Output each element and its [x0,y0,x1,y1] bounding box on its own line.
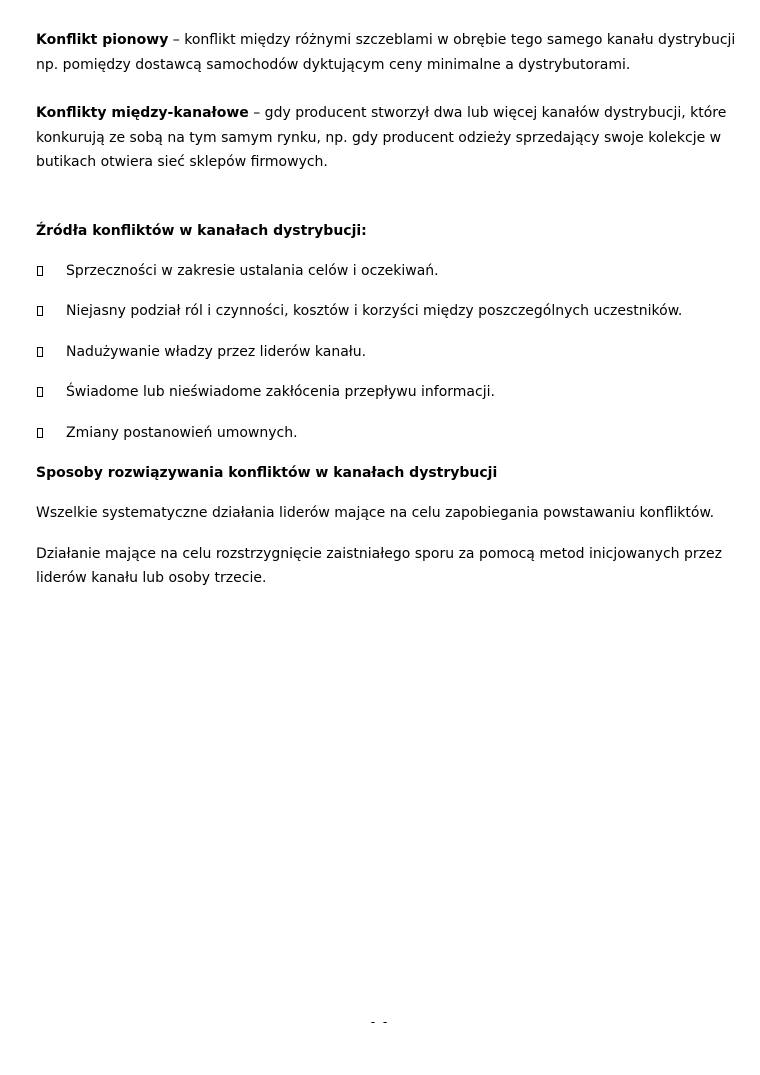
paragraph-interchannel-conflict [36,101,736,175]
list-item [36,299,736,323]
list-item [36,340,736,364]
resolution-paragraph-settlement: Działanie mające na celu rozstrzygnięcie zaistniałego sporu za pomocą metod inicjowanych przez liderów kanału lub osoby trzecie. [36,545,722,586]
bullet-icon [37,347,43,357]
sources-list [36,259,736,445]
term-interchannel-conflict: Konflikty między-kanałowe [36,105,249,121]
resolution-heading: Sposoby rozwiązywania konfliktów w kanałach dystrybucji [36,465,498,481]
bullet-icon [37,387,43,397]
bullet-icon [37,266,43,276]
list-item [36,421,736,445]
definition-interchannel-conflict: – gdy producent stworzył dwa lub więcej kanałów dystrybucji, które konkurują ze sobą na tym samym rynku, np. gdy producent odzieży sprzedający swoje kolekcje w butikach otwiera sieć sklepów firmowych. [36,105,727,170]
resolution-paragraph-prevention: Wszelkie systematyczne działania liderów mające na celu zapobiegania powstawaniu konfliktów. [36,505,715,521]
bullet-icon [37,306,43,316]
list-item [36,259,736,283]
paragraph-vertical-conflict [36,28,736,77]
page-number-marker: - - [370,1015,390,1029]
term-vertical-conflict: Konflikt pionowy [36,32,169,48]
bullet-icon [37,428,43,438]
list-item-text: Sprzeczności w zakresie ustalania celów i oczekiwań. [66,262,439,279]
list-item [36,380,736,404]
list-item-text: Zmiany postanowień umownych. [66,424,298,441]
list-item-text: Świadome lub nieświadome zakłócenia przepływu informacji. [66,384,495,400]
definition-vertical-conflict: – konflikt między różnymi szczeblami w obrębie tego samego kanału dystrybucji np. pomiędzy dostawcą samochodów dyktującym ceny minimalne a dystrybutorami. [36,32,736,73]
document-page [36,28,736,591]
list-item-text: Niejasny podział ról i czynności, kosztów i korzyści między poszczególnych uczestników. [66,303,683,319]
sources-heading: Źródła konfliktów w kanałach dystrybucji: [36,222,367,239]
list-item-text: Nadużywanie władzy przez liderów kanału. [66,343,367,360]
